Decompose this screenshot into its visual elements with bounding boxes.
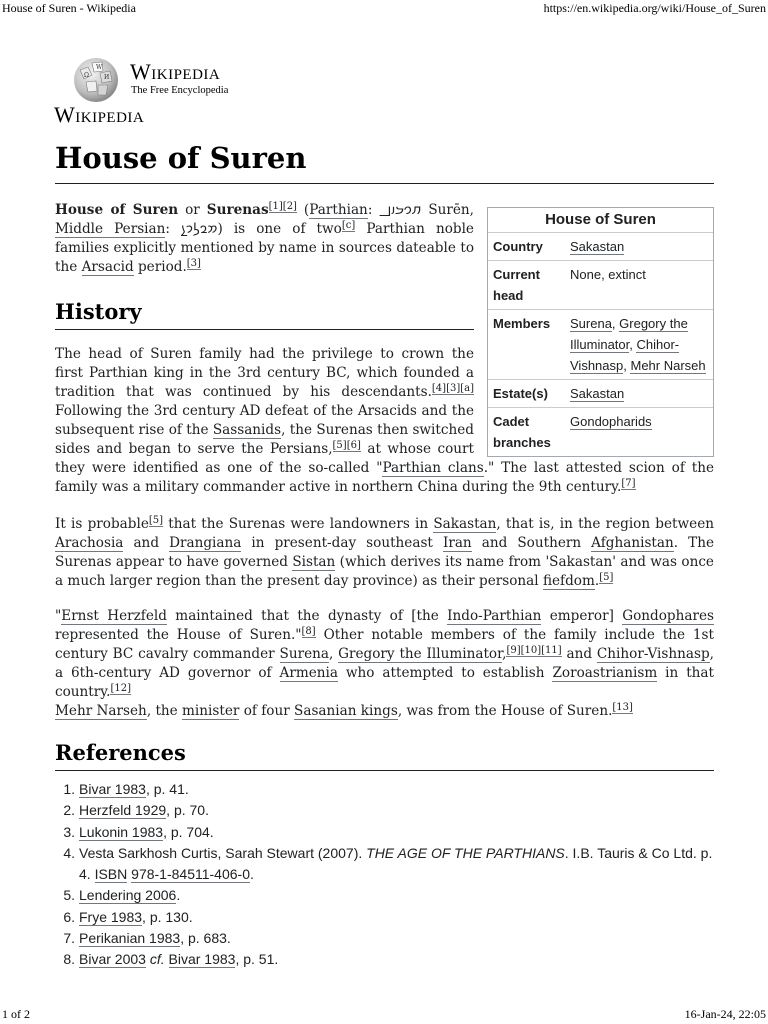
wikipedia-logo[interactable] — [70, 55, 270, 105]
reference-link[interactable]: Lendering 2006 — [79, 887, 177, 904]
link-middle-persian[interactable]: Middle Persian — [55, 221, 166, 237]
citation-link[interactable]: [6] — [346, 440, 361, 451]
wikipedia-tagline: The Free Encyclopedia — [131, 85, 229, 96]
wikipedia-globe-icon — [70, 55, 122, 105]
note-link[interactable]: [c] — [341, 220, 356, 231]
references-list — [55, 779, 715, 971]
citation-link[interactable]: [3] — [446, 383, 461, 394]
bold-term: House of Suren — [55, 202, 179, 218]
wikipedia-wordmark: Wikipedia — [130, 59, 221, 84]
parthian-script: 𐭎𐭅𐭓𐭉𐭍 — [379, 202, 422, 218]
print-footer — [2, 1007, 766, 1022]
link-minister[interactable]: minister — [182, 703, 240, 719]
svg-text:W: W — [96, 64, 103, 71]
link-armenia[interactable]: Armenia — [279, 665, 338, 681]
print-header — [2, 1, 766, 16]
reference-link[interactable]: Perikanian 1983 — [79, 930, 181, 947]
book-title: THE AGE OF THE PARTHIANS — [366, 844, 565, 861]
citation-link[interactable]: [1] — [268, 201, 283, 212]
link-parthian-clans[interactable]: Parthian clans — [382, 460, 484, 476]
link-sassanids[interactable]: Sassanids — [212, 422, 282, 438]
citation-link[interactable]: [5] — [332, 440, 347, 451]
print-header-title: House of Suren - Wikipedia — [2, 1, 136, 15]
infobox-float-spacer — [474, 345, 714, 442]
note-link[interactable]: [a] — [460, 383, 474, 394]
print-timestamp: 16-Jan-24, 22:05 — [684, 1007, 766, 1021]
link-drangiana[interactable]: Drangiana — [169, 535, 242, 551]
link-mehr-narseh[interactable]: Mehr Narseh — [55, 703, 147, 719]
infobox-label: Cadet branches — [493, 414, 551, 450]
link-parthian[interactable]: Parthian — [309, 202, 368, 218]
link-indo-parthian[interactable]: Indo-Parthian — [447, 608, 542, 624]
reference-item: 4. Vesta Sarkhosh Curtis, Sarah Stewart (2007). THE AGE OF THE PARTHIANS. I.B. Tauris & Co Ltd. p. 4. ISBN 978-1-84511-406-0. — [63, 844, 713, 883]
link-ernst-herzfeld[interactable]: Ernst Herzfeld — [61, 608, 167, 624]
reference-item: 5. Lendering 2006. — [63, 887, 181, 904]
reference-link[interactable]: Frye 1983 — [79, 908, 143, 925]
reference-item: 8. Bivar 2003 cf. Bivar 1983, p. 51. — [63, 951, 279, 968]
reference-item: 1. Bivar 1983, p. 41. — [63, 781, 189, 797]
reference-link[interactable]: Bivar 1983 — [168, 951, 236, 968]
infobox-label: Members — [493, 316, 551, 331]
link-iran[interactable]: Iran — [442, 535, 472, 551]
reference-link[interactable]: Bivar 2003 — [79, 951, 146, 968]
middle-persian-script: 𐭮𐭥𐭫𐭩𐭭 — [181, 221, 218, 237]
reference-link[interactable]: Bivar 1983 — [79, 781, 146, 797]
citation-link[interactable]: [9] — [506, 645, 521, 656]
citation-link[interactable]: [4] — [431, 383, 447, 394]
link-gregory-the-illuminator[interactable]: Gregory the Illuminator — [570, 316, 688, 352]
title-divider — [55, 183, 714, 184]
infobox-row-country — [488, 232, 713, 260]
svg-text:Ω: Ω — [84, 72, 89, 79]
citation-link[interactable]: [2] — [282, 201, 297, 212]
history-paragraph-1: The head of Suren family had the privilege to crown the first Parthian king in the 3rd century BC, which founded a tradition that was continued by his descendants.[4][3][a] Following the 3rd century AD defeat of the Arsacids and the subsequent rise of the Sassanids, the Surenas then switched sides and began to serve the Persians,[5][6] at whose court they were identified as one of the so-called "Parthian clans." The last attested scion of the family was a military commander active in northern China during the 9th century.[7] — [55, 346, 714, 495]
link-sakastan[interactable]: Sakastan — [570, 239, 625, 254]
history-divider — [55, 329, 474, 330]
infobox-row-members: Members Surena, Gregory the Illuminator, Chihor-Vishnasp, Mehr Narseh — [488, 309, 713, 379]
link-gondophares[interactable]: Gondophares — [622, 608, 714, 624]
link-zoroastrianism[interactable]: Zoroastrianism — [552, 665, 658, 681]
citation-link[interactable]: [8] — [301, 626, 316, 637]
citation-link[interactable]: [11] — [541, 645, 562, 656]
infobox-label: Current head — [493, 267, 540, 303]
intro-paragraph: House of Suren or Surenas[1][2] (Parthian: 𐭎𐭅𐭓𐭉𐭍 Surēn, Middle Persian: 𐭮𐭥𐭫𐭩𐭭) is one of two[c] Parthian noble families explicitly mentioned by name in sources dateable to the Arsacid period.[3] — [55, 201, 475, 275]
link-sasanian-kings[interactable]: Sasanian kings — [294, 703, 398, 719]
link-surena[interactable]: Surena — [570, 316, 612, 331]
reference-item: 2. Herzfeld 1929, p. 70. — [63, 802, 209, 819]
history-heading: History — [55, 299, 142, 324]
infobox-value: None, extinct — [570, 267, 646, 282]
page-title: House of Suren — [55, 141, 307, 175]
link-arsacid[interactable]: Arsacid — [81, 259, 134, 275]
citation-link[interactable]: [7] — [621, 478, 636, 489]
link-afghanistan[interactable]: Afghanistan — [591, 535, 674, 551]
svg-text:И: И — [104, 74, 110, 81]
reference-item: 6. Frye 1983, p. 130. — [63, 908, 193, 925]
page-count: 1 of 2 — [2, 1007, 30, 1021]
isbn-link[interactable]: ISBN — [94, 866, 128, 883]
citation-link[interactable]: [5] — [599, 572, 614, 583]
reference-link[interactable]: Lukonin 1983 — [79, 823, 164, 840]
link-mehr-narseh[interactable]: Mehr Narseh — [630, 358, 706, 373]
link-fiefdom[interactable]: fiefdom — [542, 573, 595, 589]
reference-link[interactable]: Herzfeld 1929 — [79, 802, 167, 819]
link-sakastan[interactable]: Sakastan — [570, 386, 625, 401]
link-surena[interactable]: Surena — [279, 646, 329, 662]
citation-link[interactable]: [3] — [186, 258, 201, 269]
reference-item: 7. Perikanian 1983, p. 683. — [63, 930, 231, 947]
link-chihor-vishnasp[interactable]: Chihor-Vishnasp — [596, 646, 710, 662]
history-paragraph-4: Mehr Narseh, the minister of four Sasanian kings, was from the House of Suren.[13] — [55, 702, 633, 719]
infobox-label: Country — [493, 239, 543, 254]
references-heading: References — [55, 740, 186, 765]
infobox-label: Estate(s) — [493, 386, 548, 401]
link-sistan[interactable]: Sistan — [292, 554, 336, 570]
link-arachosia[interactable]: Arachosia — [55, 535, 124, 551]
citation-link[interactable]: [10] — [520, 645, 542, 656]
isbn-number-link[interactable]: 978-1-84511-406-0 — [131, 866, 250, 883]
link-gregory-the-illuminator[interactable]: Gregory the Illuminator — [338, 646, 503, 662]
wikipedia-wordmark-secondary: Wikipedia — [54, 102, 145, 127]
bold-term: Surenas — [206, 202, 269, 218]
reference-item: 3. Lukonin 1983, p. 704. — [63, 823, 214, 840]
infobox-row-current-head — [488, 260, 713, 309]
references-divider — [55, 770, 714, 771]
history-paragraph-3: "Ernst Herzfeld maintained that the dynasty of [the Indo-Parthian emperor] Gondophares represented the House of Suren."[8] Other notable members of the family include the 1st century BC cavalry commander Surena, Gregory the Illuminator,[9][10][11] and Chihor-Vishnasp, a 6th-century AD governor of Armenia who attempted to establish Zoroastrianism in that country.[12] — [55, 608, 715, 700]
infobox-caption: House of Suren — [545, 211, 656, 228]
citation-link[interactable]: [13] — [612, 702, 633, 713]
citation-link[interactable]: [12] — [110, 683, 131, 694]
link-chihor-vishnasp[interactable]: Chihor-Vishnasp — [570, 337, 680, 373]
citation-link[interactable]: [5] — [148, 515, 164, 526]
print-header-url: https://en.wikipedia.org/wiki/House_of_Suren — [543, 1, 766, 15]
link-gondopharids[interactable]: Gondopharids — [570, 414, 652, 429]
history-paragraph-2: It is probable[5] that the Surenas were landowners in Sakastan, that is, in the region between Arachosia and Drangiana in present-day southeast Iran and Southern Afghanistan. The Surenas appear to have governed Sistan (which derives its name from 'Sakastan' and was once a much larger region than the present day province) as their personal fiefdom.[5] — [55, 515, 715, 589]
link-sakastan[interactable]: Sakastan — [433, 516, 497, 532]
